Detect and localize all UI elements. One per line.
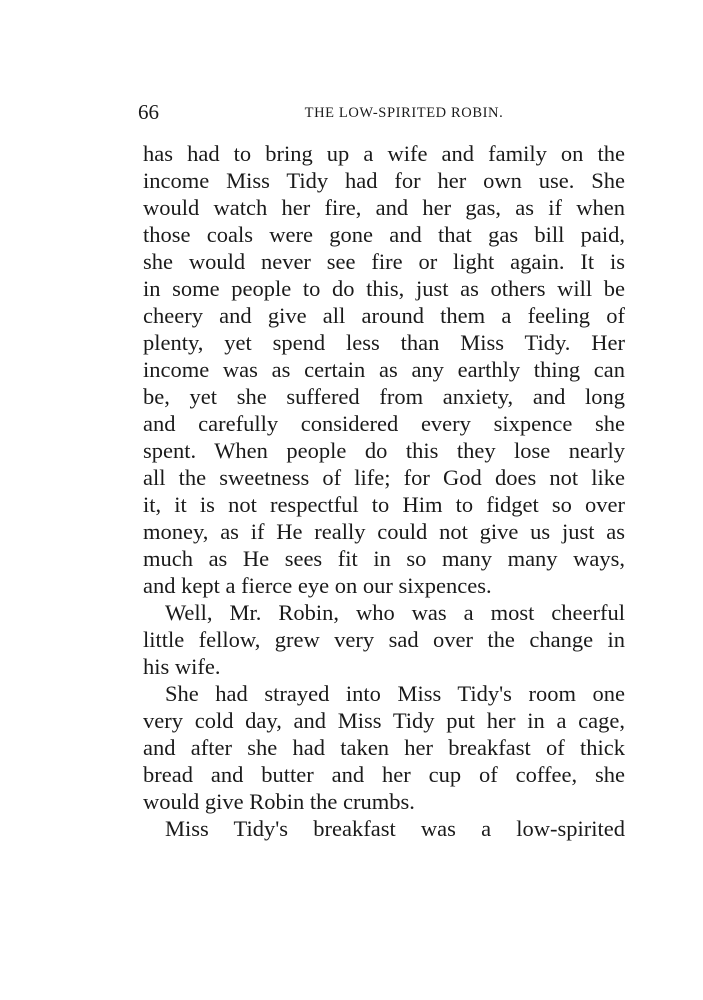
text-line: bread and butter and her cup of coffee, she <box>143 762 625 787</box>
text-line: it, it is not respectful to Him to fidget so over <box>143 492 625 517</box>
text-line: has had to bring up a wife and family on the <box>143 141 625 166</box>
page-number: 66 <box>138 100 159 124</box>
text-line: plenty, yet spend less than Miss Tidy. Her <box>143 330 625 355</box>
body-text <box>143 140 625 842</box>
text-line: and after she had taken her breakfast of thick <box>143 735 625 760</box>
text-line: very cold day, and Miss Tidy put her in a cage, <box>143 708 625 733</box>
text-line: spent. When people do this they lose nearly <box>143 438 625 463</box>
text-line: those coals were gone and that gas bill paid, <box>143 222 625 247</box>
text-line: income was as certain as any earthly thing can <box>143 357 625 382</box>
text-line: and kept a fierce eye on our sixpences. <box>143 573 492 598</box>
text-line: in some people to do this, just as others will be <box>143 276 625 301</box>
text-line: and carefully considered every sixpence she <box>143 411 625 436</box>
text-line: she would never see fire or light again. It is <box>143 249 625 274</box>
text-line: be, yet she suffered from anxiety, and long <box>143 384 625 409</box>
text-line: much as He sees fit in so many many ways, <box>143 546 625 571</box>
text-line: Miss Tidy's breakfast was a low-spirited <box>165 816 625 841</box>
running-head: THE LOW-SPIRITED ROBIN. <box>304 105 504 121</box>
page-header <box>138 98 628 126</box>
text-line: Well, Mr. Robin, who was a most cheerful <box>165 600 625 625</box>
text-line: cheery and give all around them a feeling of <box>143 303 625 328</box>
text-line: income Miss Tidy had for her own use. She <box>143 168 625 193</box>
text-line: money, as if He really could not give us just as <box>143 519 625 544</box>
text-line: would watch her fire, and her gas, as if when <box>143 195 625 220</box>
text-line: his wife. <box>143 654 221 679</box>
text-line: little fellow, grew very sad over the change in <box>143 627 625 652</box>
text-line: all the sweetness of life; for God does not like <box>143 465 625 490</box>
text-line: would give Robin the crumbs. <box>143 789 415 814</box>
text-line: She had strayed into Miss Tidy's room one <box>165 681 625 706</box>
